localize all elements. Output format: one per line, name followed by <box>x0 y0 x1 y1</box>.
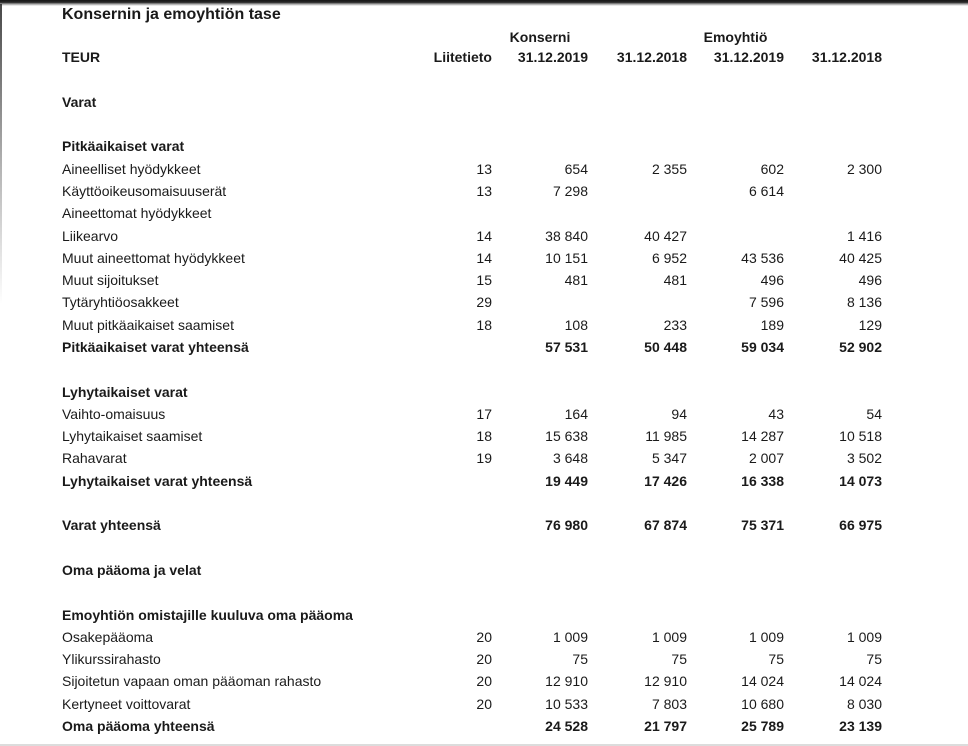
note-cell <box>382 380 492 402</box>
note-cell: 14 <box>476 227 492 244</box>
row-label: Emoyhtiön omistajille kuuluva oma pääoma <box>62 606 353 623</box>
table-row <box>62 648 882 670</box>
value-cell <box>687 559 784 581</box>
value-cell: 496 <box>760 272 784 289</box>
value-cell <box>784 559 882 581</box>
value-cell <box>784 603 882 625</box>
note-cell: 18 <box>476 316 492 333</box>
empty-cell <box>784 28 882 46</box>
value-cell: 10 151 <box>545 249 588 266</box>
value-cell <box>492 603 588 625</box>
empty-cell <box>62 68 882 90</box>
table-row <box>62 157 882 179</box>
value-cell: 75 <box>768 651 784 668</box>
value-cell: 10 680 <box>741 695 784 712</box>
value-cell: 40 427 <box>644 227 687 244</box>
value-cell <box>687 91 784 113</box>
period-header-konserni-2019: 31.12.2019 <box>517 49 588 66</box>
note-cell: 18 <box>476 428 492 445</box>
value-cell: 1 009 <box>846 628 882 645</box>
value-cell: 2 355 <box>651 160 687 177</box>
table-row <box>62 403 882 425</box>
value-cell <box>784 380 882 402</box>
value-cell: 129 <box>858 316 882 333</box>
table-row <box>62 224 882 246</box>
spacer-row <box>62 492 882 514</box>
group-header-emoyhtio: Emoyhtiö <box>703 29 768 45</box>
value-cell: 43 <box>768 405 784 422</box>
value-cell: 2 007 <box>748 450 784 467</box>
note-cell: 29 <box>476 294 492 311</box>
value-cell: 7 298 <box>552 182 588 199</box>
table-row <box>62 380 882 402</box>
row-label: Sijoitetun vapaan oman pääoman rahasto <box>62 673 322 690</box>
value-cell: 481 <box>663 272 687 289</box>
value-cell: 21 797 <box>644 718 687 735</box>
row-label: Varat <box>62 93 97 110</box>
table-row <box>62 91 882 113</box>
table-row <box>62 180 882 202</box>
empty-cell <box>62 537 882 559</box>
value-cell <box>687 135 784 157</box>
note-cell <box>382 514 492 536</box>
value-cell: 59 034 <box>741 339 784 355</box>
value-cell: 5 347 <box>651 450 687 467</box>
value-cell: 75 <box>866 651 882 668</box>
value-cell <box>784 180 882 202</box>
period-header-emoyhtio-2018: 31.12.2018 <box>811 49 882 66</box>
note-cell <box>382 470 492 492</box>
row-label: Käyttöoikeusomaisuuserät <box>62 182 227 199</box>
note-cell: 13 <box>476 160 492 177</box>
table-row <box>62 626 882 648</box>
value-cell <box>588 380 687 402</box>
value-cell: 7 803 <box>651 695 687 712</box>
value-cell: 16 338 <box>741 472 784 489</box>
value-cell <box>492 202 588 224</box>
table-row <box>62 447 882 469</box>
value-cell: 17 426 <box>644 472 687 489</box>
row-label: Oma pääoma ja velat <box>62 561 202 578</box>
row-label: Kertyneet voittovarat <box>62 695 191 712</box>
note-cell: 13 <box>476 182 492 199</box>
value-cell <box>492 135 588 157</box>
note-cell <box>382 336 492 358</box>
column-group-header-row <box>62 28 882 46</box>
row-label: Muut pitkäaikaiset saamiset <box>62 316 234 333</box>
value-cell: 14 073 <box>839 472 882 489</box>
table-row <box>62 291 882 313</box>
empty-cell <box>62 358 882 380</box>
value-cell: 1 009 <box>651 628 687 645</box>
row-label: Varat yhteensä <box>62 517 161 534</box>
value-cell: 6 952 <box>651 249 687 266</box>
row-label: Pitkäaikaiset varat yhteensä <box>62 339 249 355</box>
note-cell: 14 <box>476 249 492 266</box>
value-cell: 15 638 <box>545 428 588 445</box>
table-row <box>62 314 882 336</box>
table-row <box>62 247 882 269</box>
balance-sheet-table <box>62 28 882 737</box>
row-label: Rahavarat <box>62 450 127 467</box>
unit-label: TEUR <box>62 49 101 66</box>
note-cell <box>382 603 492 625</box>
value-cell: 1 009 <box>552 628 588 645</box>
row-label: Aineelliset hyödykkeet <box>62 160 201 177</box>
note-cell: 20 <box>476 695 492 712</box>
row-label: Lyhytaikaiset saamiset <box>62 428 203 445</box>
value-cell: 66 975 <box>839 517 882 534</box>
value-cell <box>784 135 882 157</box>
table-row <box>62 693 882 715</box>
value-cell: 75 <box>671 651 687 668</box>
value-cell: 3 648 <box>552 450 588 467</box>
empty-cell <box>62 492 882 514</box>
spacer-row <box>62 113 882 135</box>
value-cell: 38 840 <box>545 227 588 244</box>
value-cell: 75 <box>572 651 588 668</box>
value-cell <box>588 603 687 625</box>
value-cell: 8 030 <box>846 695 882 712</box>
row-label: Vaihto-omaisuus <box>62 405 166 422</box>
value-cell: 164 <box>564 405 588 422</box>
empty-cell <box>588 28 687 46</box>
empty-cell <box>62 28 382 46</box>
value-cell: 24 528 <box>545 718 588 735</box>
value-cell <box>588 91 687 113</box>
value-cell <box>687 603 784 625</box>
value-cell: 94 <box>671 405 687 422</box>
note-cell: 17 <box>476 405 492 422</box>
value-cell: 12 910 <box>545 673 588 690</box>
row-label: Tytäryhtiöosakkeet <box>62 294 179 311</box>
value-cell: 3 502 <box>846 450 882 467</box>
value-cell: 233 <box>663 316 687 333</box>
value-cell <box>784 202 882 224</box>
value-cell: 189 <box>760 316 784 333</box>
row-label: Ylikurssirahasto <box>62 651 161 668</box>
value-cell <box>588 135 687 157</box>
value-cell <box>588 202 687 224</box>
row-label: Oma pääoma yhteensä <box>62 718 215 735</box>
row-label: Muut sijoitukset <box>62 272 159 289</box>
note-cell <box>382 715 492 737</box>
table-row <box>62 135 882 157</box>
note-cell: 20 <box>476 628 492 645</box>
table-row <box>62 336 882 358</box>
value-cell: 67 874 <box>644 517 687 534</box>
note-cell <box>382 559 492 581</box>
value-cell: 8 136 <box>846 294 882 311</box>
table-row <box>62 603 882 625</box>
value-cell: 19 449 <box>545 472 588 489</box>
table-row <box>62 470 882 492</box>
spacer-row <box>62 581 882 603</box>
value-cell: 2 300 <box>846 160 882 177</box>
value-cell: 11 985 <box>645 428 687 445</box>
value-cell: 1 009 <box>748 628 784 645</box>
period-header-konserni-2018: 31.12.2018 <box>616 49 687 66</box>
table-row <box>62 514 882 536</box>
value-cell: 76 980 <box>545 517 588 534</box>
value-cell: 108 <box>564 316 588 333</box>
spacer-row <box>62 537 882 559</box>
value-cell: 52 902 <box>839 339 882 355</box>
value-cell <box>492 380 588 402</box>
spacer-row <box>62 68 882 90</box>
row-label: Liikearvo <box>62 227 119 244</box>
empty-cell <box>382 28 492 46</box>
value-cell: 602 <box>760 160 784 177</box>
value-cell: 12 910 <box>644 673 687 690</box>
note-cell: 20 <box>476 673 492 690</box>
value-cell: 6 614 <box>748 182 784 199</box>
value-cell: 654 <box>564 160 588 177</box>
value-cell: 50 448 <box>644 339 687 355</box>
row-label: Pitkäaikaiset varat <box>62 138 185 155</box>
value-cell <box>687 380 784 402</box>
value-cell <box>492 91 588 113</box>
page-left-edge <box>0 4 2 304</box>
table-row <box>62 425 882 447</box>
value-cell: 75 371 <box>741 517 784 534</box>
value-cell <box>588 291 687 313</box>
table-row <box>62 559 882 581</box>
value-cell <box>588 180 687 202</box>
value-cell: 10 518 <box>839 428 882 445</box>
value-cell: 496 <box>858 272 882 289</box>
empty-cell <box>62 581 882 603</box>
value-cell: 40 425 <box>839 249 882 266</box>
table-row <box>62 670 882 692</box>
value-cell: 54 <box>866 405 882 422</box>
row-label: Muut aineettomat hyödykkeet <box>62 249 245 266</box>
group-header-konserni: Konserni <box>509 29 571 45</box>
note-cell: 19 <box>476 450 492 467</box>
value-cell: 23 139 <box>839 718 882 735</box>
note-cell: 20 <box>476 651 492 668</box>
table-row <box>62 269 882 291</box>
value-cell <box>588 559 687 581</box>
column-header-row <box>62 46 882 68</box>
value-cell: 14 287 <box>741 428 784 445</box>
value-cell <box>492 559 588 581</box>
period-header-emoyhtio-2019: 31.12.2019 <box>713 49 784 66</box>
value-cell: 57 531 <box>545 339 588 355</box>
note-cell: 15 <box>476 272 492 289</box>
value-cell <box>492 291 588 313</box>
value-cell: 14 024 <box>839 673 882 690</box>
table-row <box>62 202 882 224</box>
page-title: Konsernin ja emoyhtiön tase <box>62 6 281 23</box>
note-cell <box>382 91 492 113</box>
note-cell <box>382 202 492 224</box>
row-label: Lyhytaikaiset varat yhteensä <box>62 472 253 489</box>
value-cell: 10 533 <box>545 695 588 712</box>
row-label: Lyhytaikaiset varat <box>62 383 188 400</box>
spacer-row <box>62 358 882 380</box>
note-cell <box>382 135 492 157</box>
empty-cell <box>62 113 882 135</box>
value-cell: 43 536 <box>741 249 784 266</box>
row-label: Aineettomat hyödykkeet <box>62 205 212 222</box>
value-cell <box>784 91 882 113</box>
value-cell: 1 416 <box>846 227 882 244</box>
row-label: Osakepääoma <box>62 628 154 645</box>
value-cell: 25 789 <box>741 718 784 735</box>
value-cell: 7 596 <box>748 294 784 311</box>
value-cell <box>687 224 784 246</box>
table-row <box>62 715 882 737</box>
value-cell: 481 <box>564 272 588 289</box>
value-cell: 14 024 <box>741 673 784 690</box>
value-cell <box>687 202 784 224</box>
note-column-header: Liitetieto <box>433 49 492 66</box>
